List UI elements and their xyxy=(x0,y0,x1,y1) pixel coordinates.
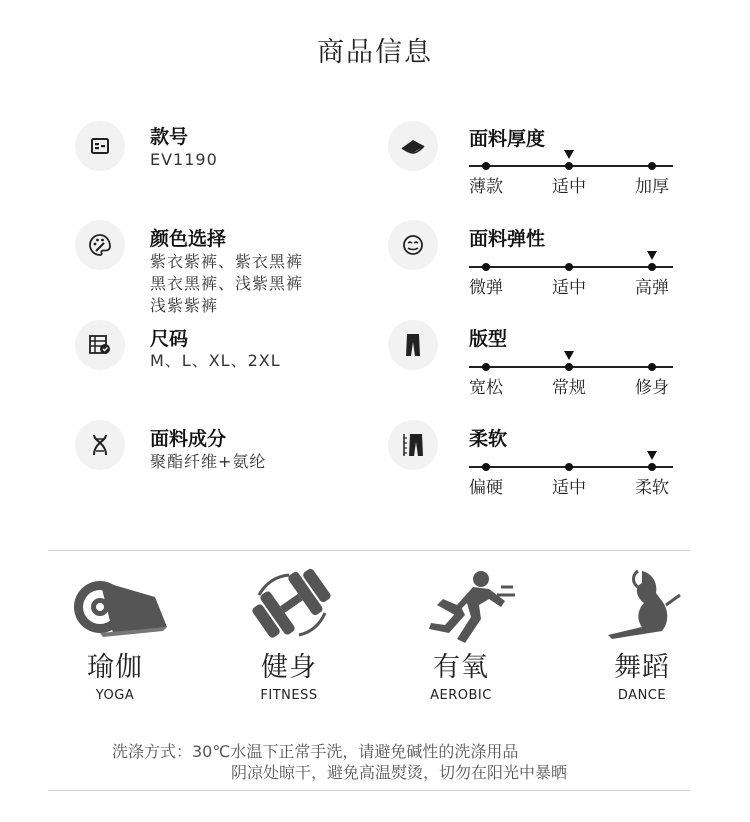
scale-dot xyxy=(565,363,573,371)
washing-instructions-line1: 洗涤方式：30℃水温下正常手洗，请避免碱性的洗涤用品 xyxy=(112,742,519,761)
scale-dot xyxy=(648,463,656,471)
sport-fitness xyxy=(219,565,359,703)
dancer-icon xyxy=(582,565,702,645)
scale-option: 修身 xyxy=(635,378,669,398)
scale-option: 薄款 xyxy=(469,177,503,197)
fabric-elasticity-scale xyxy=(469,257,673,297)
scale-dot xyxy=(565,463,573,471)
sport-name-cn: 舞蹈 xyxy=(614,652,670,683)
scale-option: 偏硬 xyxy=(469,478,503,498)
color-options-label: 颜色选择 xyxy=(150,228,227,250)
scale-dot xyxy=(565,162,573,170)
sport-yoga xyxy=(45,565,185,703)
scale-dot xyxy=(648,162,656,170)
sport-name-en: YOGA xyxy=(95,688,135,703)
sport-name-en: DANCE xyxy=(617,688,667,703)
id-card-icon xyxy=(75,121,125,171)
selected-pointer xyxy=(647,451,657,460)
scale-option: 常规 xyxy=(552,378,586,398)
yoga-mat-icon xyxy=(55,565,175,645)
scale-option: 高弹 xyxy=(635,278,669,298)
scale-option: 柔软 xyxy=(635,478,669,498)
sport-name-cn: 健身 xyxy=(261,652,317,683)
sport-name-en: AEROBIC xyxy=(430,688,492,703)
scale-option: 适中 xyxy=(552,478,586,498)
fabric-elasticity-label: 面料弹性 xyxy=(469,228,546,250)
sport-dance xyxy=(572,565,712,703)
fabric-thickness-label: 面料厚度 xyxy=(469,128,546,150)
scale-option: 适中 xyxy=(552,177,586,197)
sport-name-cn: 瑜伽 xyxy=(87,652,143,683)
selected-pointer xyxy=(564,150,574,159)
scale-option: 宽松 xyxy=(469,378,503,398)
selected-pointer xyxy=(647,251,657,260)
scale-dot xyxy=(482,363,490,371)
fabric-composition-value: 聚酯纤维+氨纶 xyxy=(150,452,267,471)
sport-aerobic xyxy=(391,565,531,703)
scale-option: 加厚 xyxy=(635,177,669,197)
softness-label: 柔软 xyxy=(469,428,508,450)
sport-name-en: FITNESS xyxy=(260,688,318,703)
page-title: 商品信息 xyxy=(317,37,433,68)
fit-type-label: 版型 xyxy=(469,328,508,350)
scale-dot xyxy=(648,263,656,271)
style-number-value: EV1190 xyxy=(150,150,218,169)
fabric-composition-label: 面料成分 xyxy=(150,428,227,450)
scale-option: 适中 xyxy=(552,278,586,298)
size-value: M、L、XL、2XL xyxy=(150,351,281,370)
fit-type-scale xyxy=(469,357,673,397)
bottom-divider xyxy=(48,790,690,791)
dumbbell-icon xyxy=(229,565,349,645)
scale-dot xyxy=(565,263,573,271)
size-chart-icon xyxy=(75,320,125,370)
selected-pointer xyxy=(564,351,574,360)
fabric-layers-icon xyxy=(388,121,438,171)
scale-dot xyxy=(482,162,490,170)
palette-icon xyxy=(75,220,125,270)
sport-name-cn: 有氧 xyxy=(433,652,489,683)
color-options-value: 紫衣紫裤、紫衣黑裤 黑衣黑裤、浅紫黑裤 浅紫紫裤 xyxy=(150,252,304,315)
scale-dot xyxy=(648,363,656,371)
runner-icon xyxy=(401,565,521,645)
stretch-face-icon xyxy=(388,220,438,270)
softness-scale xyxy=(469,457,673,497)
style-number-label: 款号 xyxy=(150,126,189,148)
scale-dot xyxy=(482,463,490,471)
scale-dot xyxy=(482,263,490,271)
pants-ruler-icon xyxy=(388,420,438,470)
pants-icon xyxy=(388,320,438,370)
washing-instructions-line2: 阴凉处晾干，避免高温熨烫，切勿在阳光中暴晒 xyxy=(231,763,568,782)
scale-option: 微弹 xyxy=(469,278,503,298)
section-divider xyxy=(48,550,690,551)
dna-icon xyxy=(75,420,125,470)
size-label: 尺码 xyxy=(150,328,189,350)
fabric-thickness-scale xyxy=(469,156,673,196)
